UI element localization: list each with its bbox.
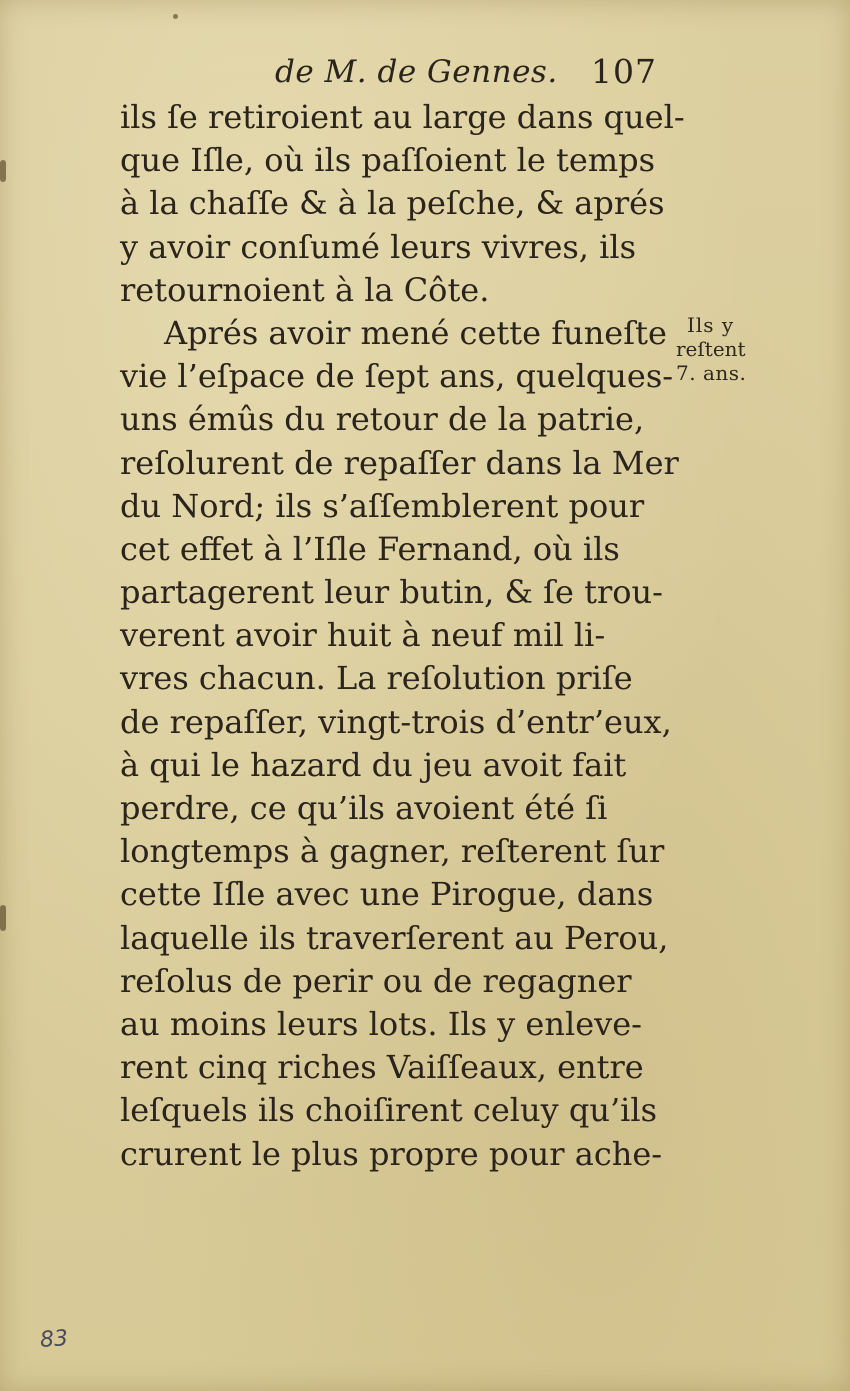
- margin-note-line: reſtent: [676, 337, 746, 361]
- margin-note-line: 7. ans.: [676, 361, 747, 385]
- ink-speck: [173, 14, 178, 19]
- text-line: crurent le plus propre pour ache-: [120, 1134, 663, 1173]
- page-number: 107: [591, 52, 657, 91]
- text-line: leſquels ils choiſirent celuy qu’ils: [120, 1091, 658, 1130]
- text-line: longtemps à gagner, reſterent ſur: [120, 832, 665, 871]
- text-line: reſolus de perir ou de regagner: [120, 961, 632, 1000]
- text-line: de repaſſer, vingt-trois d’entr’eux,: [120, 702, 672, 741]
- running-title: de M. de Gennes.: [275, 54, 558, 90]
- text-line: cet effet à l’Iſle Fernand, où ils: [120, 529, 620, 568]
- text-line: perdre, ce qu’ils avoient été ſi: [120, 789, 608, 827]
- text-line: à la chaſſe & à la peſche, & aprés: [120, 184, 665, 223]
- text-line: au moins leurs lots. Ils y enleve-: [120, 1004, 642, 1043]
- margin-note: [676, 313, 776, 385]
- body-text: [120, 96, 685, 1176]
- text-line: verent avoir huit à neuf mil li-: [120, 616, 606, 655]
- text-line: partagerent leur butin, & ſe trou-: [120, 573, 663, 612]
- text-line: retournoient à la Côte.: [120, 270, 490, 309]
- text-line: vie l’eſpace de ſept ans, quelques-: [120, 357, 674, 396]
- edge-stain: [0, 905, 6, 931]
- handwritten-folio-number: 83: [39, 1326, 69, 1353]
- text-line: ils ſe retiroient au large dans quel-: [120, 98, 685, 136]
- text-line: laquelle ils traverſerent au Perou,: [120, 918, 669, 957]
- text-line: y avoir conſumé leurs vivres, ils: [120, 227, 637, 266]
- margin-note-line: Ils y: [687, 313, 735, 337]
- text-line: que Iſle, où ils paſſoient le temps: [120, 141, 656, 180]
- text-line: rent cinq riches Vaiſſeaux, entre: [120, 1048, 644, 1087]
- text-line: uns émûs du retour de la patrie,: [120, 400, 645, 439]
- text-line: cette Iſle avec une Pirogue, dans: [120, 875, 654, 914]
- text-line: du Nord; ils s’aſſemblerent pour: [120, 486, 645, 525]
- edge-stain: [0, 160, 6, 182]
- running-head: [275, 52, 665, 96]
- text-line: à qui le hazard du jeu avoit fait: [120, 745, 627, 784]
- text-line: vres chacun. La reſolution priſe: [120, 659, 633, 698]
- paragraph-start-line: Aprés avoir mené cette funeſte: [164, 313, 667, 352]
- text-line: reſolurent de repaſſer dans la Mer: [120, 443, 679, 482]
